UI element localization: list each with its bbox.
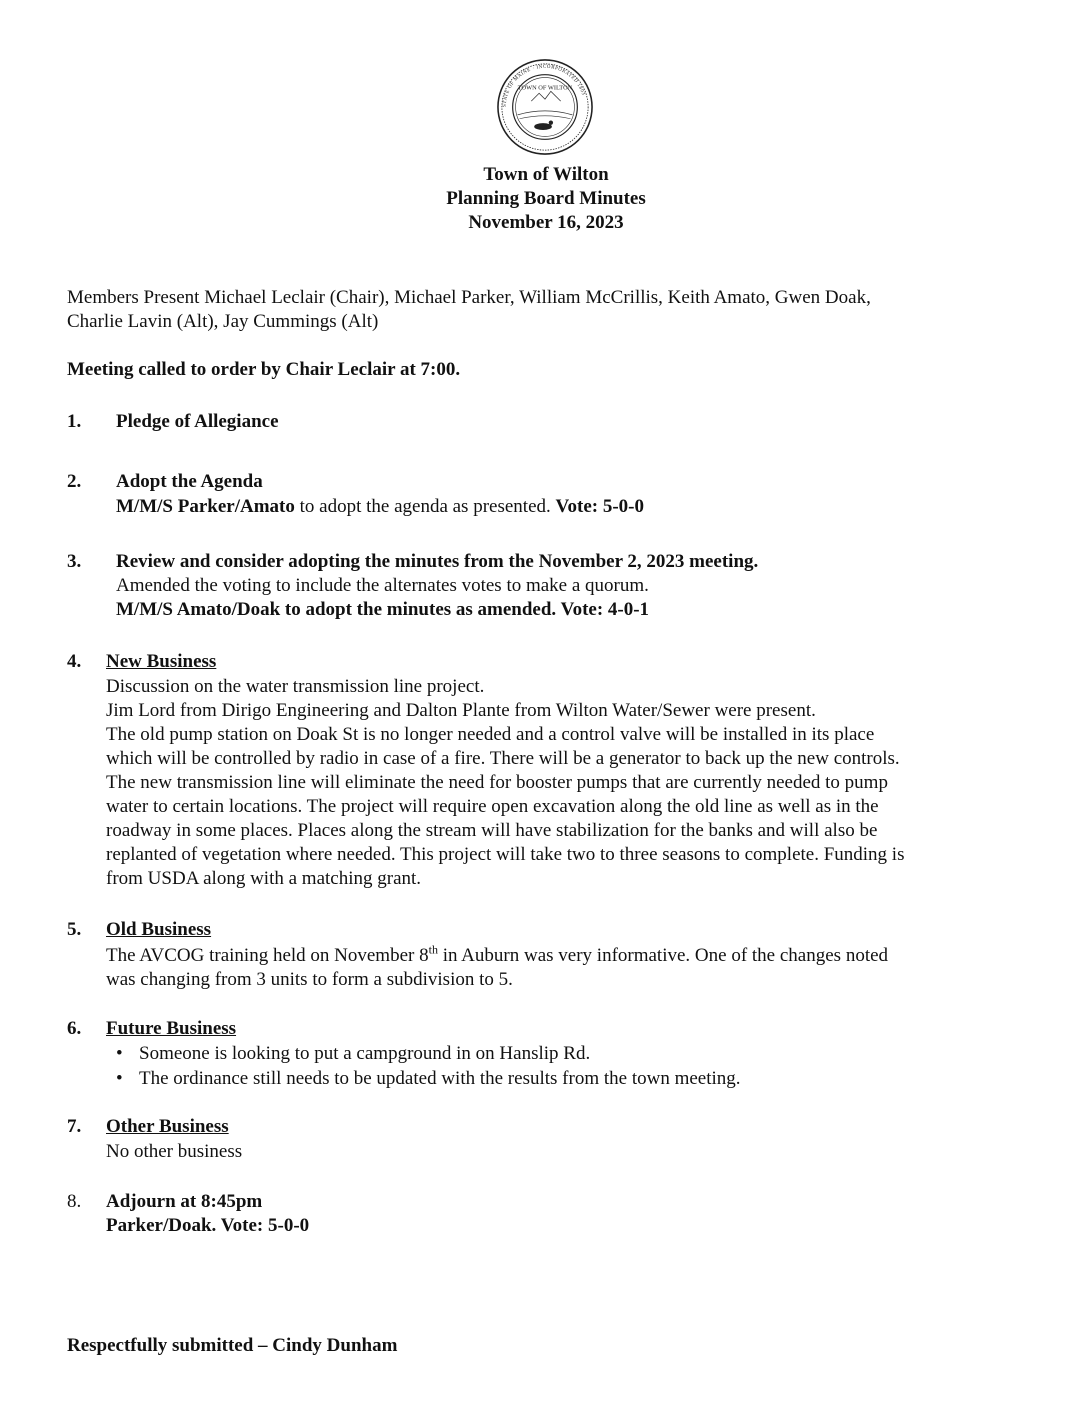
item-title: Pledge of Allegiance xyxy=(116,411,279,432)
motion-text: to adopt the agenda as presented. xyxy=(294,496,556,517)
item-8-line: Parker/Doak. Vote: 5-0-0 xyxy=(106,1215,310,1236)
submitted-by: Respectfully submitted – Cindy Dunham xyxy=(67,1335,398,1356)
item-3-amendment: Amended the voting to include the alternates votes to make a quorum. xyxy=(116,575,649,596)
item-title: Adjourn at 8:45pm xyxy=(106,1191,263,1212)
superscript: th xyxy=(428,942,438,957)
header-town: Town of Wilton xyxy=(483,164,609,185)
text-run: in Auburn was very informative. One of the changes noted xyxy=(437,945,889,966)
body-line: The new transmission line will eliminate the need for booster pumps that are currently needed to pump xyxy=(106,772,888,793)
item-7-line: No other business xyxy=(106,1141,243,1162)
town-seal-logo xyxy=(496,58,594,156)
members-line-1: Members Present Michael Leclair (Chair), Michael Parker, William McCrillis, Keith Amato, Gwen Doak, xyxy=(67,287,871,308)
item-5-line-2: was changing from 3 units to form a subdivision to 5. xyxy=(106,969,513,990)
members-present xyxy=(67,286,871,334)
item-number: 7. xyxy=(67,1116,82,1137)
item-title: Future Business xyxy=(106,1018,237,1039)
item-number: 2. xyxy=(67,471,82,492)
item-motion xyxy=(116,495,644,519)
item-number: 5. xyxy=(67,919,82,940)
item-title: Other Business xyxy=(106,1116,229,1137)
item-3-motion: M/M/S Amato/Doak to adopt the minutes as amended. Vote: 4-0-1 xyxy=(116,599,650,620)
item-number: 6. xyxy=(67,1018,82,1039)
seal-center-text: TOWN OF WILTON xyxy=(517,84,573,92)
header-date: November 16, 2023 xyxy=(468,212,624,233)
text-run: The AVCOG training held on November 8 xyxy=(106,945,429,966)
body-line: replanted of vegetation where needed. This project will take two to three seasons to complete. Funding is xyxy=(106,844,905,865)
bullet-item: Someone is looking to put a campground in on Hanslip Rd. xyxy=(139,1043,591,1064)
bullet-item: The ordinance still needs to be updated with the results from the town meeting. xyxy=(139,1068,741,1089)
call-to-order: Meeting called to order by Chair Leclair at 7:00. xyxy=(67,359,461,380)
bullet-icon: • xyxy=(116,1043,123,1064)
document-header xyxy=(0,163,1088,235)
item-title: Old Business xyxy=(106,919,212,940)
members-line-2: Charlie Lavin (Alt), Jay Cummings (Alt) xyxy=(67,311,379,332)
body-line: The old pump station on Doak St is no longer needed and a control valve will be installed in its place xyxy=(106,724,875,745)
header-title: Planning Board Minutes xyxy=(446,188,646,209)
item-title: Adopt the Agenda xyxy=(116,471,263,492)
item-title: New Business xyxy=(106,651,217,672)
item-title: Review and consider adopting the minutes from the November 2, 2023 meeting. xyxy=(116,551,759,572)
body-line: Jim Lord from Dirigo Engineering and Dalton Plante from Wilton Water/Sewer were present. xyxy=(106,700,816,721)
item-number: 1. xyxy=(67,411,82,432)
body-line: roadway in some places. Places along the stream will have stabilization for the banks and will also be xyxy=(106,820,878,841)
body-line: Discussion on the water transmission line project. xyxy=(106,676,485,697)
body-line: water to certain locations. The project will require open excavation along the old line as well as in the xyxy=(106,796,879,817)
item-number: 4. xyxy=(67,651,82,672)
body-line: from USDA along with a matching grant. xyxy=(106,868,422,889)
item-number: 8. xyxy=(67,1191,82,1212)
motion-vote: Vote: 5-0-0 xyxy=(555,496,644,517)
item-5-line-1 xyxy=(106,944,888,968)
seal-ring-text: STATE OF MAINE · INCORPORATED 1803 xyxy=(502,64,586,108)
item-number: 3. xyxy=(67,551,82,572)
item-4-body xyxy=(106,675,1046,891)
body-line: which will be controlled by radio in case of a fire. There will be a generator to back up the new controls. xyxy=(106,748,900,769)
bullet-icon: • xyxy=(116,1068,123,1089)
motion-movers: M/M/S Parker/Amato xyxy=(116,496,295,517)
